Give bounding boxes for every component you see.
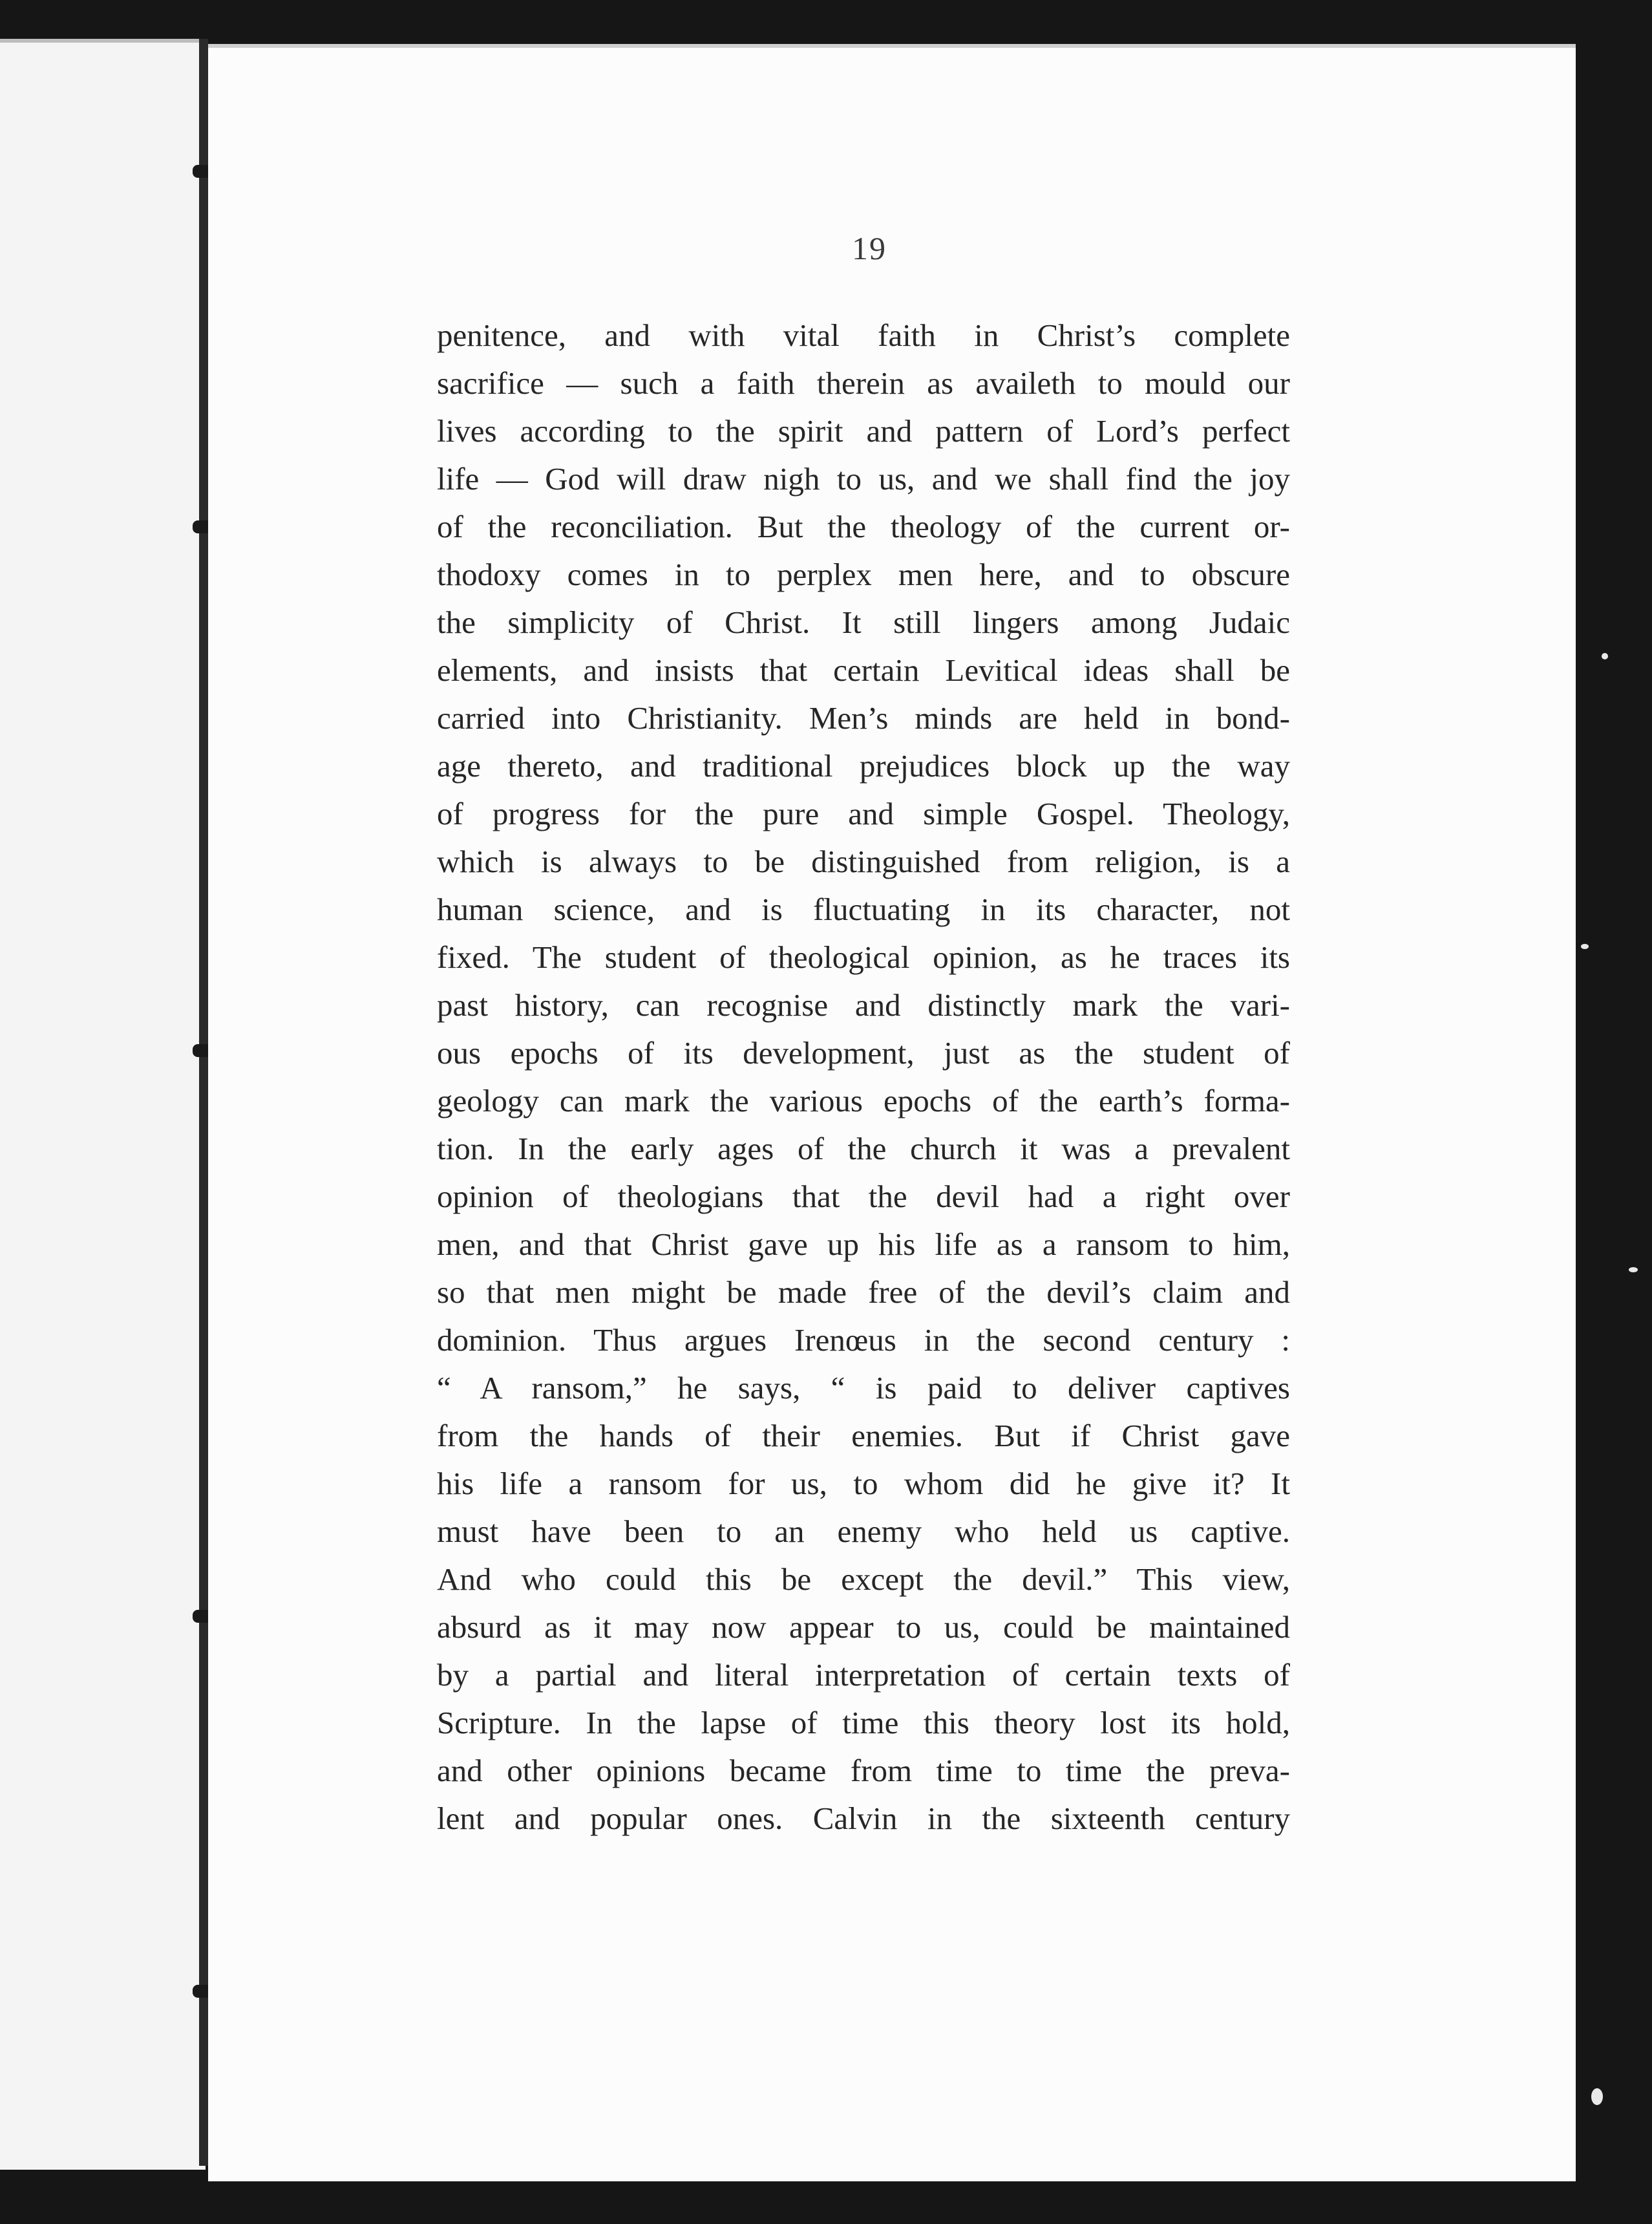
text-line: past history, can recognise and distinctly mark the vari-: [437, 987, 1290, 1023]
text-line: tion. In the early ages of the church it was a prevalent: [437, 1131, 1290, 1166]
text-line: from the hands of their enemies. But if Christ gave: [437, 1418, 1290, 1453]
dust-speck: [1602, 653, 1608, 659]
text-line: fixed. The student of theological opinion, as he traces its: [437, 939, 1290, 975]
text-line: must have been to an enemy who held us captive.: [437, 1513, 1290, 1549]
text-line: of the reconciliation. But the theology of the current or-: [437, 509, 1290, 544]
text-line: lent and popular ones. Calvin in the sixteenth century: [437, 1801, 1290, 1836]
text-line: dominion. Thus argues Irenœus in the second century :: [437, 1322, 1290, 1358]
text-line: elements, and insists that certain Levitical ideas shall be: [437, 652, 1290, 688]
text-line: penitence, and with vital faith in Christ’s complete: [437, 317, 1290, 353]
dust-speck: [1591, 2088, 1603, 2105]
text-line: by a partial and literal interpretation of certain texts of: [437, 1657, 1290, 1693]
facing-page: [0, 39, 206, 2170]
text-line: his life a ransom for us, to whom did he give it? It: [437, 1466, 1290, 1501]
text-line: thodoxy comes in to perplex men here, and to obscure: [437, 557, 1290, 592]
text-line: opinion of theologians that the devil had a right over: [437, 1179, 1290, 1214]
text-line: age thereto, and traditional prejudices block up the way: [437, 748, 1290, 784]
text-line: so that men might be made free of the devil’s claim and: [437, 1274, 1290, 1310]
dust-speck: [1629, 1267, 1638, 1272]
page-body-text: [437, 312, 1290, 1843]
text-line: lives according to the spirit and pattern of Lord’s perfect: [437, 413, 1290, 449]
text-line: geology can mark the various epochs of the earth’s forma-: [437, 1083, 1290, 1118]
text-line: men, and that Christ gave up his life as a ransom to him,: [437, 1226, 1290, 1262]
text-line: of progress for the pure and simple Gospel. Theology,: [437, 796, 1290, 831]
text-line: ous epochs of its development, just as the student of: [437, 1035, 1290, 1071]
text-line: “ A ransom,” he says, “ is paid to deliver captives: [437, 1370, 1290, 1406]
text-line: and other opinions became from time to time the preva-: [437, 1753, 1290, 1788]
text-line: Scripture. In the lapse of time this theory lost its hold,: [437, 1705, 1290, 1740]
text-line: sacrifice — such a faith therein as availeth to mould our: [437, 365, 1290, 401]
text-line: the simplicity of Christ. It still lingers among Judaic: [437, 604, 1290, 640]
text-line: human science, and is fluctuating in its character, not: [437, 892, 1290, 927]
text-line: which is always to be distinguished from religion, is a: [437, 844, 1290, 879]
text-line: carried into Christianity. Men’s minds are held in bond-: [437, 700, 1290, 736]
dust-speck: [1581, 944, 1589, 949]
text-line: life — God will draw nigh to us, and we shall find the joy: [437, 461, 1290, 497]
book-spine: [199, 39, 208, 2166]
text-line: absurd as it may now appear to us, could be maintained: [437, 1609, 1290, 1645]
page-number: 19: [852, 230, 887, 266]
text-line: And who could this be except the devil.” This view,: [437, 1561, 1290, 1597]
